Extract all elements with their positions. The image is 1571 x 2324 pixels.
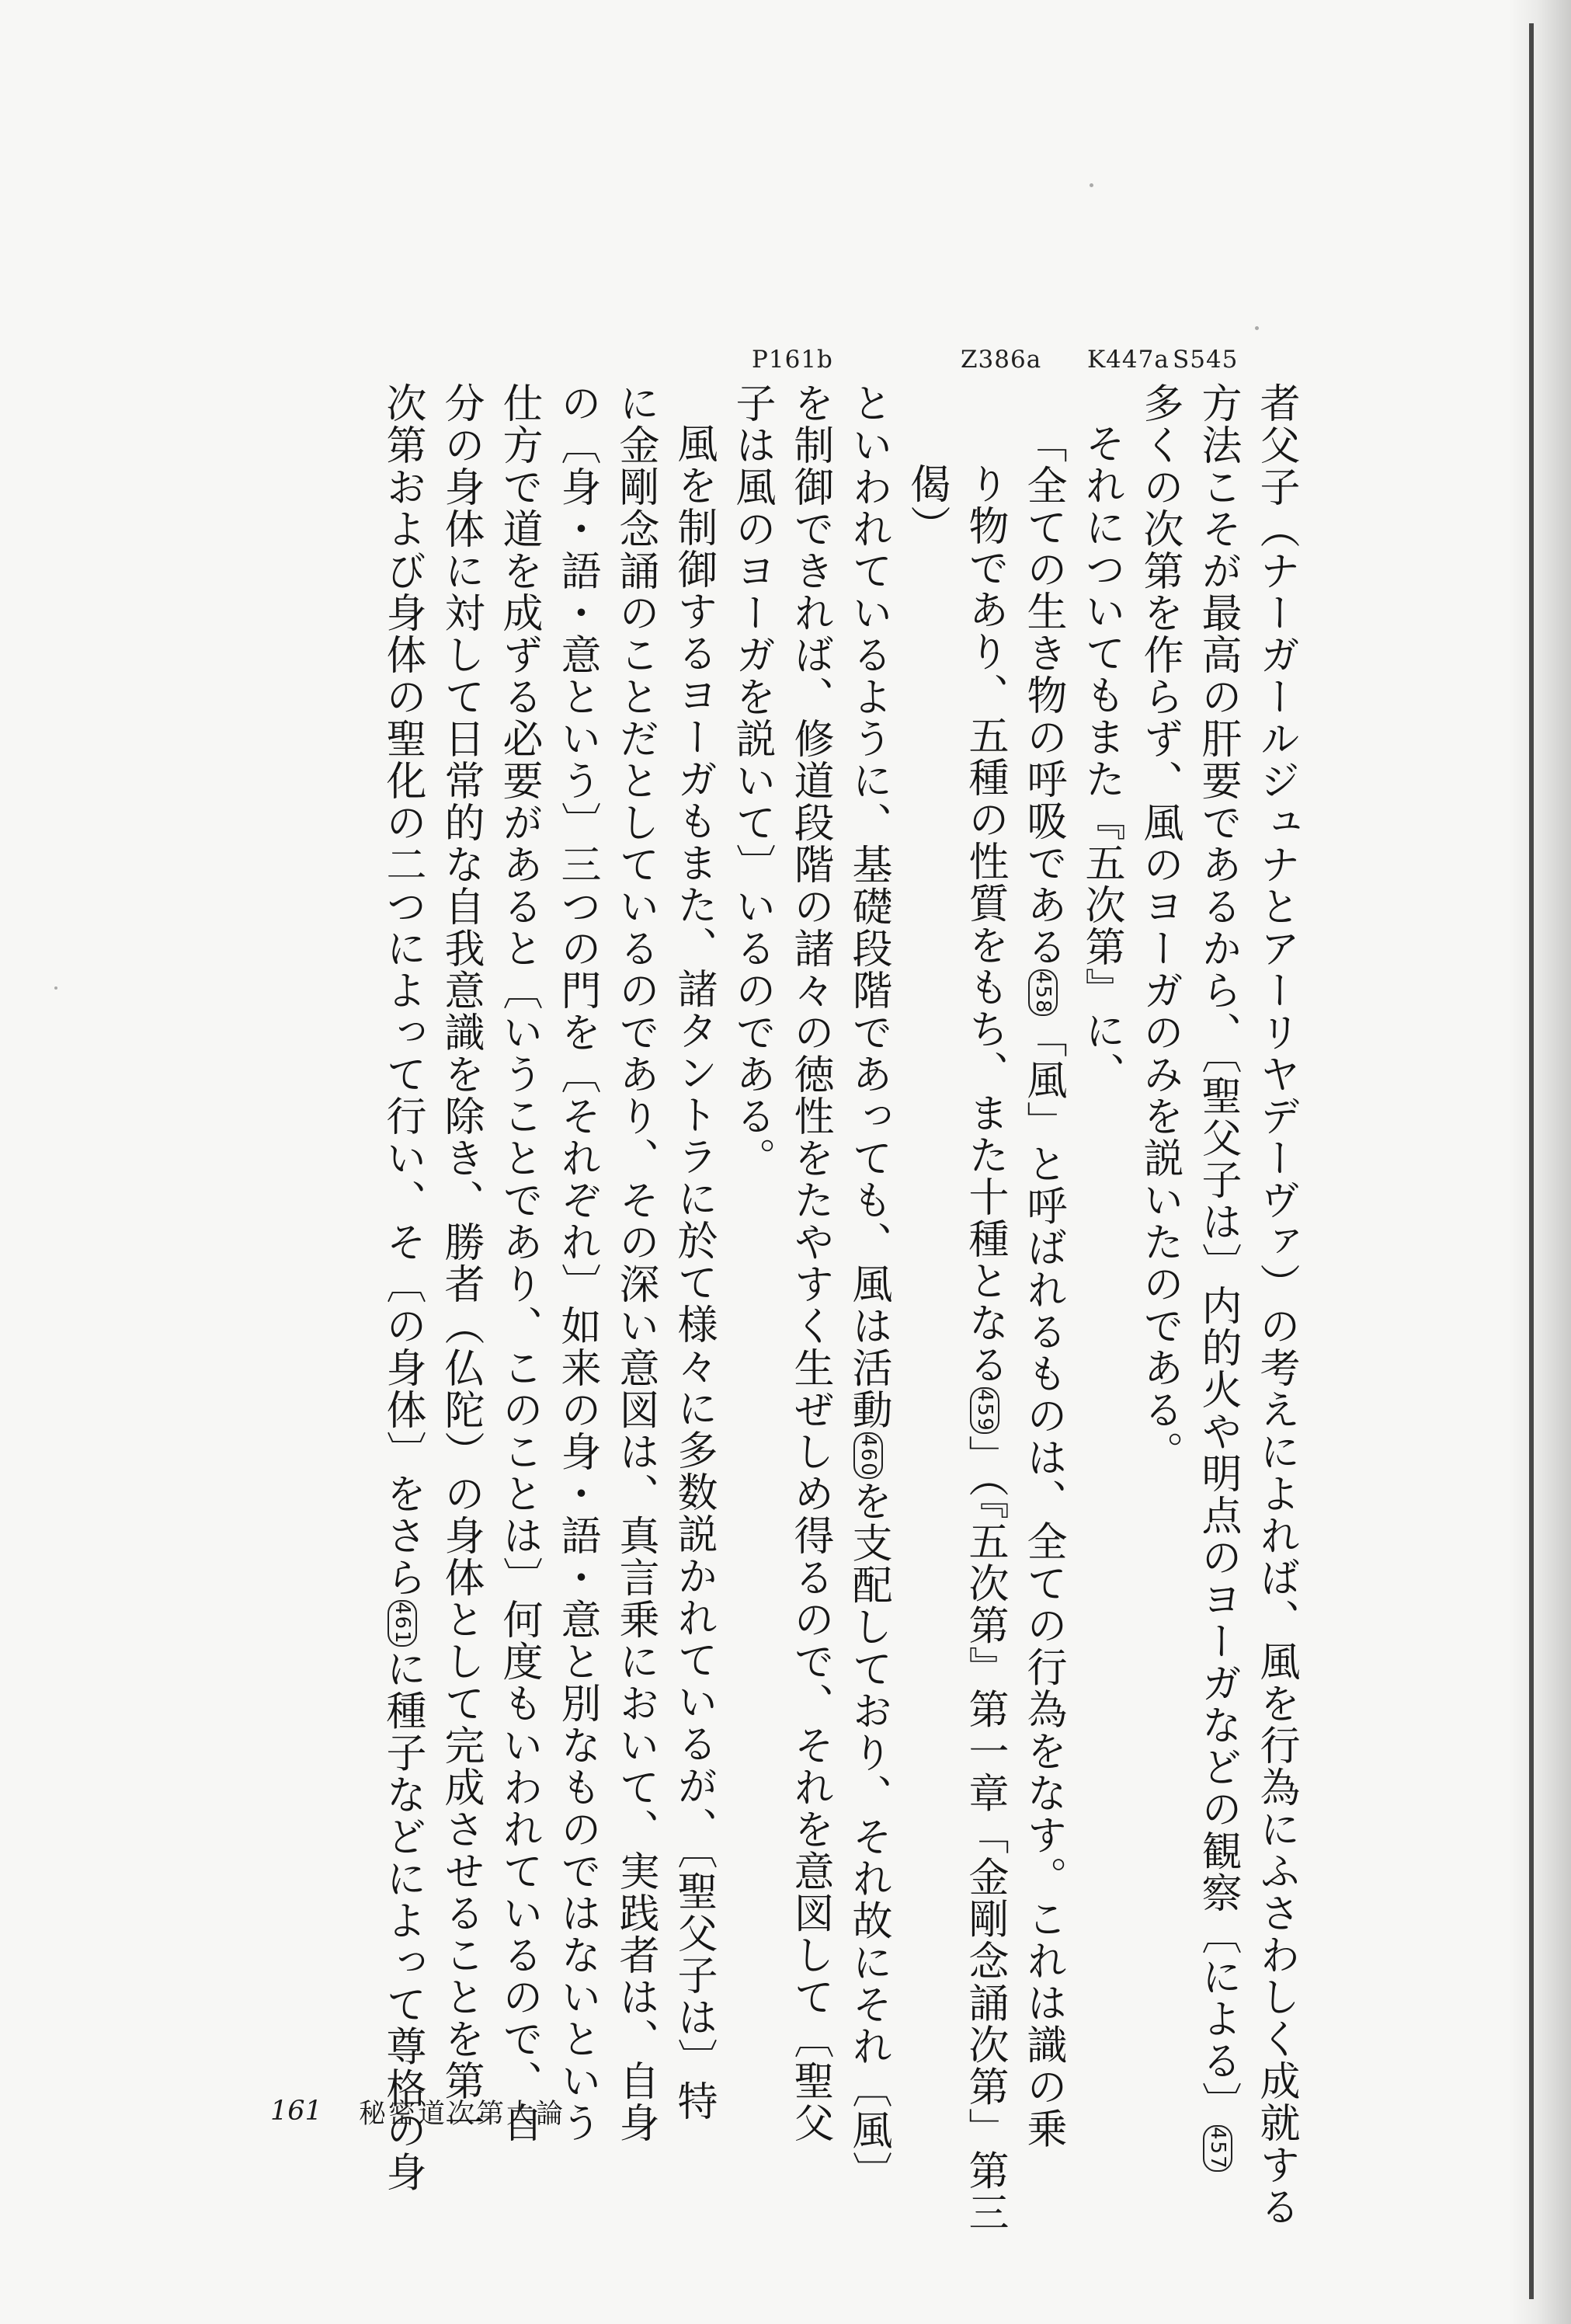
text-segment: といわれているように、基礎段階であっても、風は活動 (845, 382, 892, 1431)
text-line: 分の身体に対して日常的な自我意識を除き、勝者（仏陀）の身体として完成させることを第一 (437, 382, 484, 2144)
text-line: 偈） (903, 463, 950, 547)
reference-marker: Z386a (961, 346, 1042, 374)
text-line (373, 382, 431, 2194)
scan-speck (1255, 326, 1259, 330)
text-line: 子は風のヨーガを説いて〕いるのである。 (728, 382, 775, 1179)
text-segment: 」（『五次第』第一章「金剛念誦次第」第三 (961, 1435, 1008, 2234)
text-line: に金剛念誦のことだとしているのであり、その深い意図は、真言乗において、実践者は、自身 (612, 382, 659, 2144)
text-line (1013, 382, 1072, 2150)
scan-speck (54, 986, 57, 990)
reference-marker: P161b (752, 346, 833, 374)
text-segment: に種子などによって尊格の身 (379, 1647, 426, 2194)
text-line: 風を制御するヨーガもまた、諸タントラに於て様々に多数説かれているが、〔聖父子は〕特 (670, 423, 717, 2122)
note-number: 459 (970, 1387, 999, 1434)
text-segment: 「全ての生き物の呼吸である (1020, 423, 1066, 968)
note-number: 457 (1203, 2125, 1232, 2172)
text-segment: 「風」と呼ばれるものは、全ての行為をなす。これは識の乗 (1020, 1017, 1066, 2150)
note-number: 458 (1028, 969, 1058, 1016)
text-line: の〔身・語・意という〕三つの門を〔それぞれ〕如来の身・語・意と別なものではないという (554, 382, 600, 2144)
book-title: 秘密道次第大論 (359, 2099, 566, 2130)
scan-speck (1090, 183, 1093, 187)
text-line: 仕方で道を成ずる必要があると〔いうことであり、このことは〕何度もいわれているので、自 (495, 382, 542, 2144)
text-line: 者父子（ナーガールジュナとアーリヤデーヴァ）の考えによれば、風を行為にふさわしく成就する (1253, 382, 1299, 2228)
binding-shadow (1509, 0, 1571, 2324)
page-edge-rule (1529, 23, 1534, 2299)
text-line: 多くの次第を作らず、風のヨーガのみを説いたのである。 (1136, 382, 1183, 1473)
page-number: 161 (270, 2096, 322, 2127)
note-number: 460 (853, 1432, 883, 1479)
text-segment: 次第および身体の聖化の二つによって行い、そ〔の身体〕をさら (379, 382, 426, 1599)
text-segment: を支配しており、それ故にそれ〔風〕 (845, 1480, 892, 2194)
text-line: を制御できれば、修道段階の諸々の徳性をたやすく生ぜしめ得るので、それを意図して〔聖父 (787, 382, 833, 2144)
text-segment: り物であり、五種の性質をもち、また十種となる (961, 463, 1008, 1386)
text-line (839, 382, 897, 2194)
text-line: それについてもまた『五次第』に、 (1078, 423, 1124, 1094)
text-line (955, 382, 1013, 2234)
note-number: 461 (388, 1600, 417, 1647)
reference-marker: S545 (1173, 346, 1239, 374)
reference-marker: K447a (1087, 346, 1170, 374)
text-line (1188, 382, 1246, 2170)
text-segment: 方法こそが最高の肝要であるから、〔聖父子は〕内的火や明点のヨーガなどの観察〔による〕 (1194, 382, 1241, 2124)
